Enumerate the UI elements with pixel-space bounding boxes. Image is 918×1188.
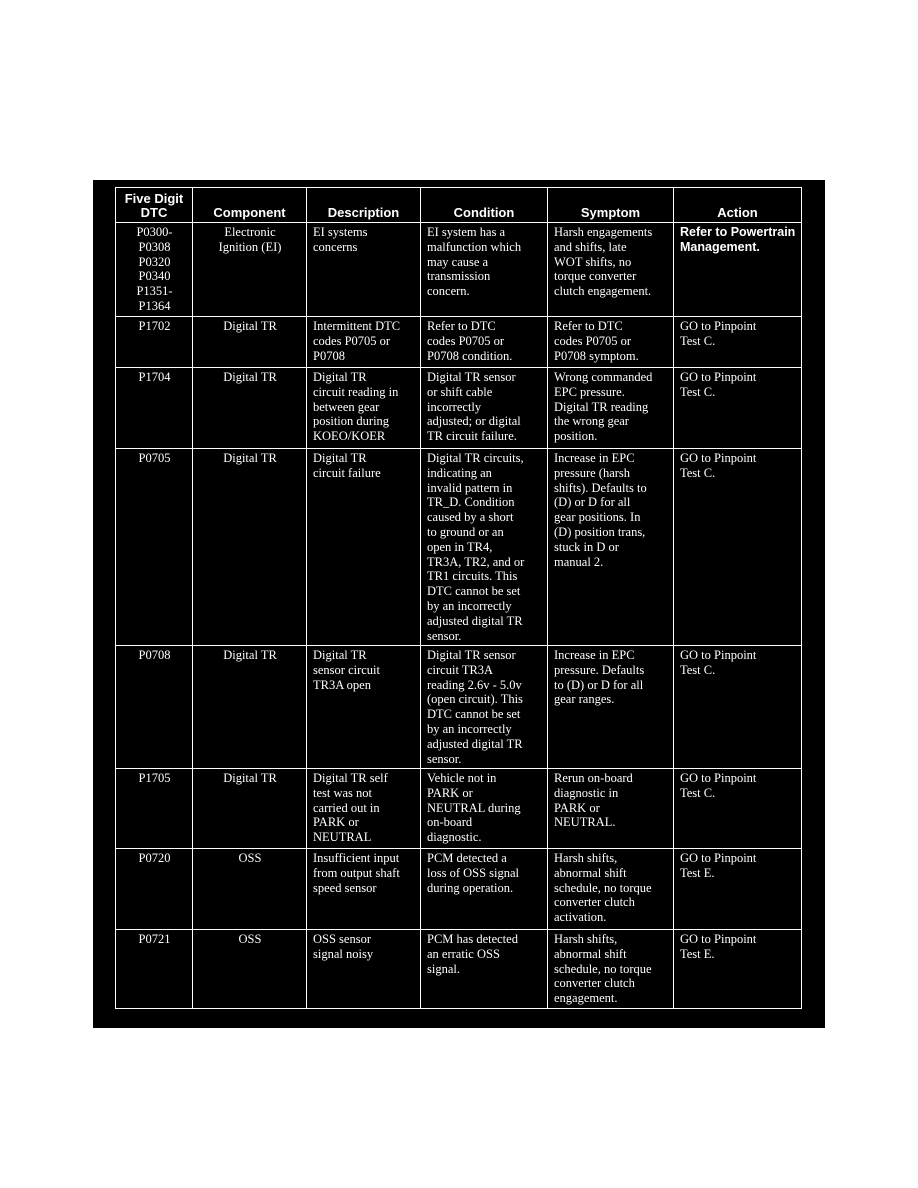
description-cell: Digital TR self test was not carried out in PARK or NEUTRAL (307, 769, 421, 849)
description-cell: EI systems concerns (307, 223, 421, 317)
action-cell: GO to Pinpoint Test C. (674, 317, 802, 368)
description-cell: Digital TR circuit failure (307, 449, 421, 646)
header-condition: Condition (421, 188, 548, 223)
component-cell: OSS (193, 849, 307, 930)
symptom-cell: Harsh shifts, abnormal shift schedule, no torque converter clutch activation. (548, 849, 674, 930)
condition-cell: Digital TR sensor or shift cable incorrectly adjusted; or digital TR circuit failure. (421, 368, 548, 449)
component-cell: Digital TR (193, 769, 307, 849)
action-cell: GO to Pinpoint Test C. (674, 769, 802, 849)
condition-cell: EI system has a malfunction which may cause a transmission concern. (421, 223, 548, 317)
dtc-cell: P0721 (116, 930, 193, 1009)
component-cell: Digital TR (193, 449, 307, 646)
condition-cell: PCM has detected an erratic OSS signal. (421, 930, 548, 1009)
table-header-row (116, 188, 802, 223)
dtc-cell: P1705 (116, 769, 193, 849)
header-description: Description (307, 188, 421, 223)
action-cell: GO to Pinpoint Test C. (674, 368, 802, 449)
dtc-cell: P0720 (116, 849, 193, 930)
dtc-table-panel (93, 180, 825, 1028)
symptom-cell: Refer to DTC codes P0705 or P0708 symptom. (548, 317, 674, 368)
table-row (116, 769, 802, 849)
component-cell: Digital TR (193, 646, 307, 769)
dtc-cell: P0705 (116, 449, 193, 646)
description-cell: Digital TR circuit reading in between gear position during KOEO/KOER (307, 368, 421, 449)
component-cell: Digital TR (193, 368, 307, 449)
condition-cell: PCM detected a loss of OSS signal during operation. (421, 849, 548, 930)
condition-cell: Digital TR circuits, indicating an invalid pattern in TR_D. Condition caused by a short to ground or an open in TR4, TR3A, TR2, and or TR1 circuits. This DTC cannot be set by an incorrectly adjusted digital TR sensor. (421, 449, 548, 646)
table-row (116, 849, 802, 930)
symptom-cell: Rerun on-board diagnostic in PARK or NEUTRAL. (548, 769, 674, 849)
action-cell: GO to Pinpoint Test C. (674, 646, 802, 769)
component-cell: Electronic Ignition (EI) (193, 223, 307, 317)
component-cell: OSS (193, 930, 307, 1009)
description-cell: OSS sensor signal noisy (307, 930, 421, 1009)
condition-cell: Vehicle not in PARK or NEUTRAL during on-board diagnostic. (421, 769, 548, 849)
symptom-cell: Harsh shifts, abnormal shift schedule, no torque converter clutch engagement. (548, 930, 674, 1009)
description-cell: Insufficient input from output shaft speed sensor (307, 849, 421, 930)
symptom-cell: Increase in EPC pressure (harsh shifts). Defaults to (D) or D for all gear positions. In (D) position trans, stuck in D or manual 2. (548, 449, 674, 646)
action-cell: GO to Pinpoint Test E. (674, 930, 802, 1009)
symptom-cell: Harsh engagements and shifts, late WOT shifts, no torque converter clutch engagement. (548, 223, 674, 317)
header-dtc: Five Digit DTC (116, 188, 193, 223)
description-cell: Digital TR sensor circuit TR3A open (307, 646, 421, 769)
table-row (116, 930, 802, 1009)
symptom-cell: Wrong commanded EPC pressure. Digital TR reading the wrong gear position. (548, 368, 674, 449)
table-row (116, 646, 802, 769)
action-cell: Refer to Powertrain Management. (674, 223, 802, 317)
table-row (116, 317, 802, 368)
table-row (116, 223, 802, 317)
description-cell: Intermittent DTC codes P0705 or P0708 (307, 317, 421, 368)
table-row (116, 449, 802, 646)
condition-cell: Refer to DTC codes P0705 or P0708 condition. (421, 317, 548, 368)
action-cell: GO to Pinpoint Test C. (674, 449, 802, 646)
dtc-cell: P0300- P0308 P0320 P0340 P1351- P1364 (116, 223, 193, 317)
header-symptom: Symptom (548, 188, 674, 223)
dtc-table (115, 187, 802, 1009)
header-action: Action (674, 188, 802, 223)
component-cell: Digital TR (193, 317, 307, 368)
dtc-cell: P1702 (116, 317, 193, 368)
header-component: Component (193, 188, 307, 223)
action-cell: GO to Pinpoint Test E. (674, 849, 802, 930)
table-row (116, 368, 802, 449)
condition-cell: Digital TR sensor circuit TR3A reading 2.6v - 5.0v (open circuit). This DTC cannot be set by an incorrectly adjusted digital TR sensor. (421, 646, 548, 769)
symptom-cell: Increase in EPC pressure. Defaults to (D) or D for all gear ranges. (548, 646, 674, 769)
dtc-cell: P0708 (116, 646, 193, 769)
dtc-cell: P1704 (116, 368, 193, 449)
